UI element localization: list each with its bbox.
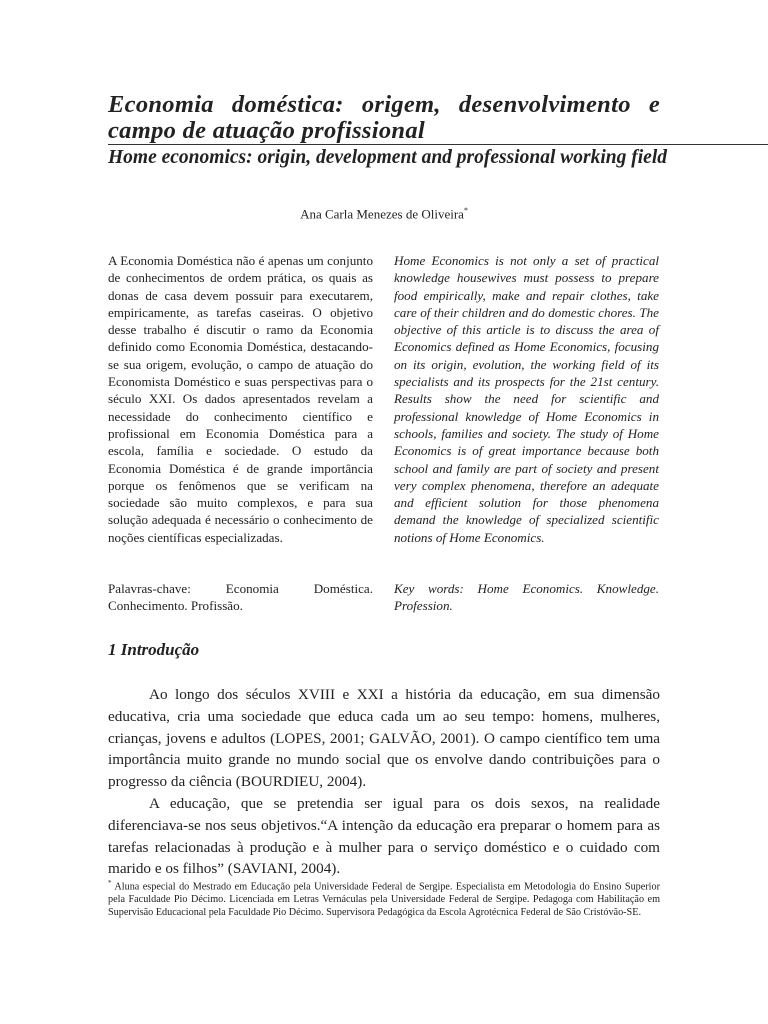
footnote-mark: * bbox=[108, 879, 112, 887]
article-subtitle: Home economics: origin, development and professional working field bbox=[108, 147, 667, 168]
author-line bbox=[0, 206, 768, 222]
section-heading: 1 Introdução bbox=[108, 640, 200, 659]
body-paragraph: A educação, que se pretendia ser igual para os dois sexos, na realidade diferenciava-se nos seus objetivos.“A intenção da educação era preparar o homem para as tarefas relacionadas à produção e à mulher para o serviço doméstico e o cuidado com marido e os filhos” (SAVIANI, 2004). bbox=[108, 795, 660, 878]
body-paragraph: Ao longo dos séculos XVIII e XXI a história da educação, em sua dimensão educativa, cria uma sociedade que educa cada um ao seu tempo: homens, mulheres, crianças, jovens e adultos (LOPES, 2001; GALVÃO, 2001). O campo científico tem uma importância muito grande no mundo social que os envolve dando contribuições para o progresso da ciência (BOURDIEU, 2004). bbox=[108, 686, 660, 791]
footnote-text: Aluna especial do Mestrado em Educação pela Universidade Federal de Sergipe. Especialista em Metodologia do Ensino Superior pela Faculdade Pio Décimo. Licenciada em Letras Vernáculas pela Universidade Federal de Sergipe. Pedagoga com Habilitação em Supervisão Educacional pela Faculdade Pio Décimo. Supervisora Pedagógica da Escola Agrotécnica Federal de São Cristóvão-SE. bbox=[108, 881, 661, 919]
keywords-portuguese: Palavras-chave: Economia Doméstica. Conhecimento. Profissão. bbox=[108, 581, 373, 614]
author-footnote-mark: * bbox=[463, 206, 468, 215]
keywords-english: Key words: Home Economics. Knowledge. Profession. bbox=[394, 581, 659, 614]
article-title: Economia doméstica: origem, desenvolvimento e campo de atuação profissional bbox=[108, 91, 660, 144]
title-rule bbox=[108, 144, 768, 145]
abstract-portuguese: A Economia Doméstica não é apenas um conjunto de conhecimentos de ordem prática, os quais as donas de casa devem possuir para executarem, empiricamente, as tarefas caseiras. O objetivo desse trabalho é discutir o ramo da Economia definido como Economia Doméstica, destacando-se sua origem, evolução, o campo de atuação do Economista Doméstico e suas perspectivas para o século XXI. Os dados apresentados revelam a necessidade do conhecimento científico e profissional em Economia Doméstica para a escola, família e sociedade. O estudo da Economia Doméstica é de grande importância porque os fenômenos que se verificam na sociedade são muito complexos, e para sua solução adequada é necessário o conhecimento de noções científicas especializadas. bbox=[108, 253, 373, 545]
footnote bbox=[108, 877, 660, 919]
abstract-english: Home Economics is not only a set of practical knowledge housewives must possess to prepare food empirically, make and repair clothes, take care of their children and do domestic chores. The objective of this article is to discuss the area of Economics defined as Home Economics, focusing on its origin, evolution, the working field of its specialists and its prospects for the 21st century. Results show the need for scientific and professional knowledge of Home Economics in schools, families and society. The study of Home Economics is of great importance because both school and family are part of society and present very complex phenomena, therefore an adequate and efficient solution for those phenomena demand the knowledge of specialized scientific notions of Home Economics. bbox=[394, 253, 659, 545]
author-name: Ana Carla Menezes de Oliveira bbox=[300, 206, 464, 222]
